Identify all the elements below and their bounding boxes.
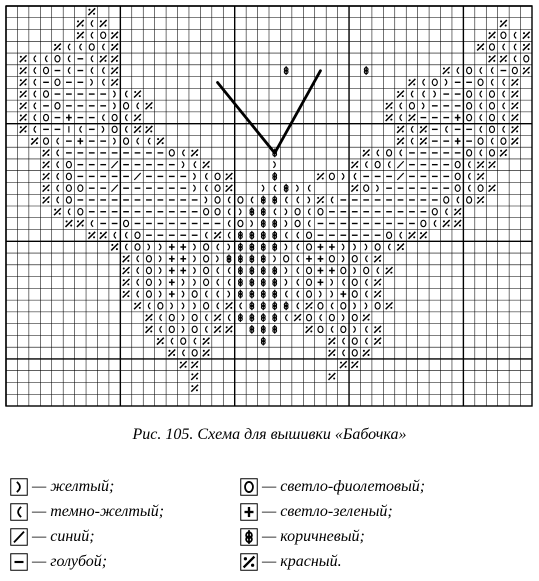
stitch-cell bbox=[273, 325, 277, 334]
stitch-cell bbox=[250, 301, 254, 310]
stitch-cell bbox=[284, 301, 288, 310]
stitch-cell bbox=[239, 290, 243, 299]
stitch-cell bbox=[239, 266, 243, 275]
stitch-cell bbox=[261, 313, 265, 322]
stitch-cell bbox=[261, 301, 265, 310]
stitch-cell bbox=[273, 301, 277, 310]
stitch-cell bbox=[227, 254, 231, 263]
stitch-cell bbox=[284, 184, 288, 193]
stitch-cell bbox=[250, 231, 254, 240]
stitch-cell bbox=[261, 219, 265, 228]
blue-symbol-icon bbox=[10, 528, 28, 546]
legend-label: — синий; bbox=[32, 528, 95, 545]
stitch-cell bbox=[273, 231, 277, 240]
stitch-cell bbox=[239, 313, 243, 322]
legend-label: — светло-фиолетовый; bbox=[262, 478, 426, 495]
stitch-cell bbox=[364, 66, 368, 75]
legend-label: — красный. bbox=[262, 553, 342, 570]
legend-item-red bbox=[240, 551, 342, 573]
stitch-cell bbox=[273, 219, 277, 228]
legend-label: — темно-желтый; bbox=[32, 503, 165, 520]
stitch-cell bbox=[250, 313, 254, 322]
stitch-cell bbox=[261, 231, 265, 240]
stitch-cell bbox=[250, 207, 254, 216]
light-green-symbol-icon bbox=[240, 503, 258, 521]
dark-yellow-symbol-icon bbox=[10, 503, 28, 521]
legend-item-light-blue bbox=[10, 551, 107, 573]
light-blue-symbol-icon bbox=[10, 553, 28, 571]
stitch-cell bbox=[261, 278, 265, 287]
legend-label: — светло-зеленый; bbox=[262, 503, 393, 520]
stitch-cell bbox=[261, 207, 265, 216]
stitch-cell bbox=[273, 313, 277, 322]
stitch-cell bbox=[250, 278, 254, 287]
stitch-cell bbox=[250, 243, 254, 252]
stitch-cell bbox=[284, 66, 288, 75]
figure-caption: Рис. 105. Схема для вышивки «Бабочка» bbox=[132, 426, 407, 443]
stitch-cell bbox=[239, 254, 243, 263]
stitch-cell bbox=[250, 266, 254, 275]
stitch-cell bbox=[273, 172, 277, 181]
stitch-cell bbox=[273, 196, 277, 205]
stitch-cell bbox=[261, 254, 265, 263]
stitch-cell bbox=[250, 290, 254, 299]
stitch-cell bbox=[261, 290, 265, 299]
stitch-cell bbox=[273, 243, 277, 252]
legend-item-brown bbox=[240, 526, 365, 548]
legend-item-dark-yellow bbox=[10, 501, 164, 523]
legend-item-yellow bbox=[10, 476, 114, 498]
brown-symbol-icon bbox=[240, 528, 258, 546]
legend-item-light-violet bbox=[240, 476, 425, 498]
yellow-symbol-icon bbox=[10, 478, 28, 496]
red-symbol-icon bbox=[240, 553, 258, 571]
legend bbox=[0, 476, 539, 581]
legend-label: — желтый; bbox=[32, 478, 115, 495]
stitch-cell bbox=[273, 278, 277, 287]
legend-label: — голубой; bbox=[32, 553, 108, 570]
legend-label: — коричневый; bbox=[262, 528, 365, 545]
stitch-cell bbox=[261, 337, 265, 346]
legend-item-blue bbox=[10, 526, 95, 548]
stitch-cell bbox=[261, 325, 265, 334]
stitch-cell bbox=[261, 243, 265, 252]
stitch-cell bbox=[239, 278, 243, 287]
stitch-cell bbox=[273, 290, 277, 299]
stitch-cell bbox=[239, 231, 243, 240]
stitch-cell bbox=[261, 196, 265, 205]
legend-item-light-green bbox=[240, 501, 393, 523]
stitch-cell bbox=[239, 243, 243, 252]
stitch-cell bbox=[250, 254, 254, 263]
stitch-cell bbox=[273, 266, 277, 275]
stitch-cell bbox=[250, 325, 254, 334]
stitch-cell bbox=[261, 266, 265, 275]
light-violet-symbol-icon bbox=[240, 478, 258, 496]
